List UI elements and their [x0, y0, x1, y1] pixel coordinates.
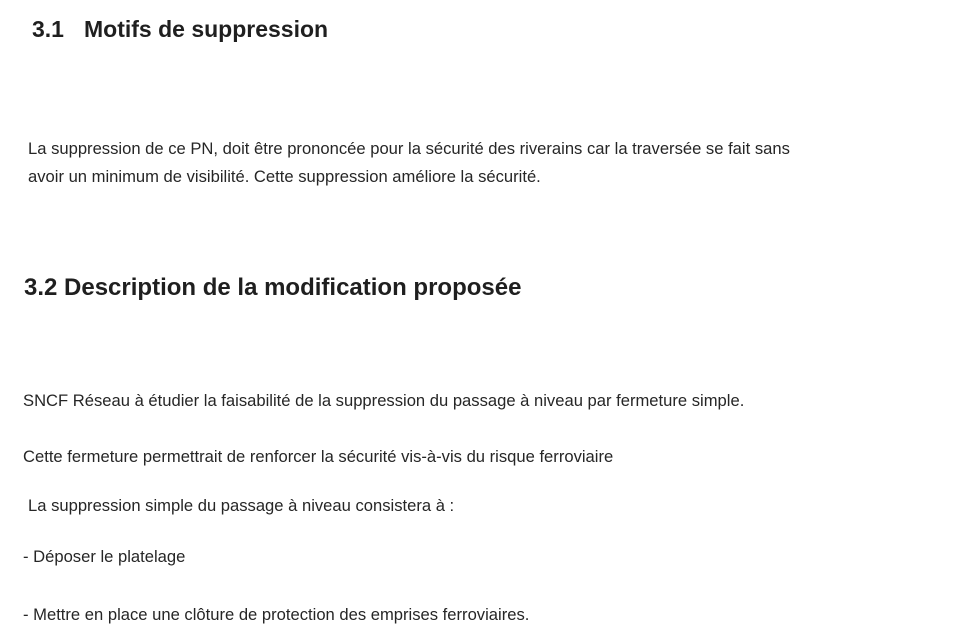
paragraph-line: La suppression de ce PN, doit être prononcée pour la sécurité des riverains car la traversée se fait sans — [28, 139, 790, 158]
section-3-1-paragraph — [28, 135, 790, 191]
section-3-2-heading: 3.2 Description de la modification proposée — [24, 274, 522, 301]
section-3-1-number: 3.1 — [32, 16, 64, 42]
section-3-1-title: Motifs de suppression — [83, 16, 329, 42]
section-3-1-heading — [32, 16, 328, 43]
list-item: - Mettre en place une clôture de protection des emprises ferroviaires. — [23, 605, 530, 624]
paragraph-line: avoir un minimum de visibilité. Cette suppression améliore la sécurité. — [28, 167, 541, 186]
section-3-2-paragraph-2: Cette fermeture permettrait de renforcer la sécurité vis-à-vis du risque ferroviaire — [23, 447, 614, 466]
list-item: - Déposer le platelage — [23, 547, 186, 566]
section-3-2-paragraph-1: SNCF Réseau à étudier la faisabilité de la suppression du passage à niveau par fermeture simple. — [23, 391, 745, 410]
section-3-2-paragraph-3: La suppression simple du passage à niveau consistera à : — [28, 496, 455, 515]
